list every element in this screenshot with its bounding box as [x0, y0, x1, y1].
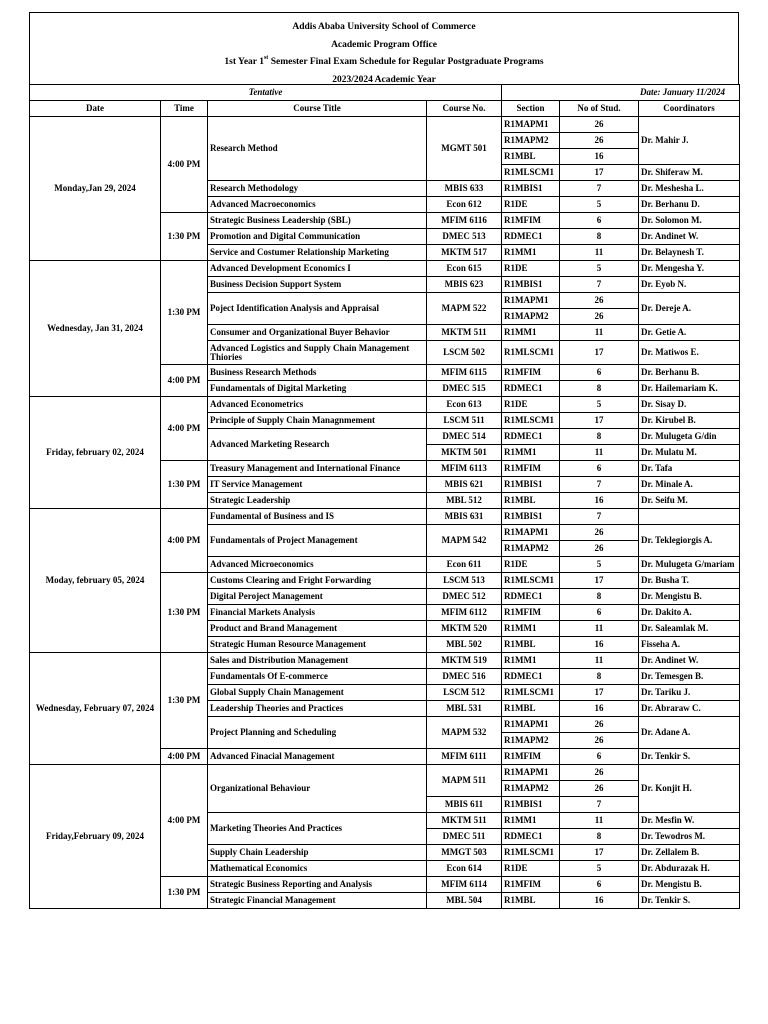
course-no: MKTM 517 — [427, 245, 502, 261]
course-title: Fundamentals of Project Management — [208, 525, 427, 557]
course-no: LSCM 511 — [427, 413, 502, 429]
course-title: Advanced Finacial Management — [208, 749, 427, 765]
student-count: 11 — [560, 445, 639, 461]
coordinator: Dr. Dakito A. — [639, 605, 740, 621]
section: R1MLSCM1 — [502, 685, 560, 701]
exam-time: 4:00 PM — [161, 749, 208, 765]
student-count: 16 — [560, 637, 639, 653]
student-count: 17 — [560, 165, 639, 181]
student-count: 7 — [560, 477, 639, 493]
section: R1MFIM — [502, 365, 560, 381]
coordinator: Dr. Getie A. — [639, 325, 740, 341]
coordinator: Fisseha A. — [639, 637, 740, 653]
student-count: 26 — [560, 541, 639, 557]
course-title: Poject Identification Analysis and Appraisal — [208, 293, 427, 325]
section: R1MAPM2 — [502, 733, 560, 749]
course-title: Sales and Distribution Management — [208, 653, 427, 669]
coordinator: Dr. Hailemariam K. — [639, 381, 740, 397]
course-no: MAPM 522 — [427, 293, 502, 325]
section: RDMEC1 — [502, 589, 560, 605]
section: R1MLSCM1 — [502, 341, 560, 365]
course-title: Financial Markets Analysis — [208, 605, 427, 621]
section: RDMEC1 — [502, 429, 560, 445]
course-title: Mathematical Economics — [208, 861, 427, 877]
section: RDMEC1 — [502, 829, 560, 845]
course-no: MKTM 519 — [427, 653, 502, 669]
course-title: Fundamentals Of E-commerce — [208, 669, 427, 685]
col-coordinators: Coordinators — [639, 101, 740, 117]
section: R1MAPM1 — [502, 293, 560, 309]
course-no: MBL 502 — [427, 637, 502, 653]
course-title: Strategic Human Resource Management — [208, 637, 427, 653]
student-count: 17 — [560, 573, 639, 589]
course-no: MMGT 503 — [427, 845, 502, 861]
course-no: Econ 613 — [427, 397, 502, 413]
course-no: MBL 504 — [427, 893, 502, 909]
student-count: 8 — [560, 829, 639, 845]
exam-time: 1:30 PM — [161, 213, 208, 261]
section: R1MM1 — [502, 445, 560, 461]
coordinator: Dr. Mahir J. — [639, 117, 740, 165]
coordinator: Dr. Seifu M. — [639, 493, 740, 509]
table-row — [30, 117, 740, 133]
course-title: Leadership Theories and Practices — [208, 701, 427, 717]
course-no: MFIM 6114 — [427, 877, 502, 893]
student-count: 11 — [560, 813, 639, 829]
student-count: 6 — [560, 213, 639, 229]
section: RDMEC1 — [502, 381, 560, 397]
course-title: Strategic Financial Management — [208, 893, 427, 909]
course-no: MAPM 532 — [427, 717, 502, 749]
coordinator: Dr. Tariku J. — [639, 685, 740, 701]
course-title: Advanced Microeconomics — [208, 557, 427, 573]
course-title: Research Method — [208, 117, 427, 181]
schedule-header — [29, 12, 739, 84]
student-count: 8 — [560, 589, 639, 605]
exam-date: Friday,February 09, 2024 — [30, 765, 161, 909]
course-no: MBIS 621 — [427, 477, 502, 493]
course-no: DMEC 513 — [427, 229, 502, 245]
coordinator: Dr. Abraraw C. — [639, 701, 740, 717]
coordinator: Dr. Berhanu D. — [639, 197, 740, 213]
section: R1MFIM — [502, 605, 560, 621]
section: R1DE — [502, 397, 560, 413]
course-title: Advanced Macroeconomics — [208, 197, 427, 213]
student-count: 26 — [560, 717, 639, 733]
coordinator: Dr. Andinet W. — [639, 653, 740, 669]
exam-date: Monday,Jan 29, 2024 — [30, 117, 161, 261]
section: R1MBL — [502, 893, 560, 909]
section: RDMEC1 — [502, 229, 560, 245]
course-no: MBIS 633 — [427, 181, 502, 197]
course-title: Supply Chain Leadership — [208, 845, 427, 861]
student-count: 11 — [560, 621, 639, 637]
exam-date: Wednesday, Jan 31, 2024 — [30, 261, 161, 397]
section: R1MFIM — [502, 213, 560, 229]
table-row — [30, 509, 740, 525]
exam-date: Wednesday, February 07, 2024 — [30, 653, 161, 765]
col-students: No of Stud. — [560, 101, 639, 117]
course-no: MKTM 520 — [427, 621, 502, 637]
course-title: Treasury Management and International Finance — [208, 461, 427, 477]
exam-time: 1:30 PM — [161, 877, 208, 909]
student-count: 5 — [560, 397, 639, 413]
student-count: 8 — [560, 669, 639, 685]
coordinator: Dr. Sisay D. — [639, 397, 740, 413]
section: R1MFIM — [502, 877, 560, 893]
course-title: IT Service Management — [208, 477, 427, 493]
course-title: Service and Costumer Relationship Marketing — [208, 245, 427, 261]
academic-year: 2023/2024 Academic Year — [332, 74, 436, 85]
col-course-no: Course No. — [427, 101, 502, 117]
student-count: 6 — [560, 461, 639, 477]
course-no: MFIM 6111 — [427, 749, 502, 765]
course-no: MKTM 511 — [427, 325, 502, 341]
student-count: 6 — [560, 877, 639, 893]
section: R1MM1 — [502, 325, 560, 341]
course-title: Advanced Logistics and Supply Chain Management Thiories — [208, 341, 427, 365]
coordinator: Dr. Dereje A. — [639, 293, 740, 325]
course-no: LSCM 513 — [427, 573, 502, 589]
student-count: 17 — [560, 413, 639, 429]
exam-schedule-document — [29, 12, 739, 909]
section: R1MBL — [502, 637, 560, 653]
course-no: Econ 611 — [427, 557, 502, 573]
col-course-title: Course Title — [208, 101, 427, 117]
coordinator: Dr. Mengistu B. — [639, 589, 740, 605]
student-count: 8 — [560, 429, 639, 445]
section: R1MBL — [502, 493, 560, 509]
course-no: Econ 612 — [427, 197, 502, 213]
exam-time: 1:30 PM — [161, 261, 208, 365]
section: R1MAPM1 — [502, 117, 560, 133]
coordinator: Dr. Busha T. — [639, 573, 740, 589]
exam-time: 1:30 PM — [161, 461, 208, 509]
course-no: MBIS 623 — [427, 277, 502, 293]
course-no: MFIM 6115 — [427, 365, 502, 381]
coordinator: Dr. Mengesha Y. — [639, 261, 740, 277]
exam-time: 4:00 PM — [161, 765, 208, 877]
section: R1MM1 — [502, 245, 560, 261]
section: R1MFIM — [502, 461, 560, 477]
student-count: 8 — [560, 381, 639, 397]
course-no: DMEC 515 — [427, 381, 502, 397]
tentative-label: Tentative — [30, 85, 502, 101]
course-title: Organizational Behaviour — [208, 765, 427, 813]
student-count: 11 — [560, 245, 639, 261]
coordinator: Dr. Tafa — [639, 461, 740, 477]
student-count: 6 — [560, 605, 639, 621]
course-no: DMEC 512 — [427, 589, 502, 605]
exam-time: 4:00 PM — [161, 117, 208, 213]
course-title: Research Methodology — [208, 181, 427, 197]
col-section: Section — [502, 101, 560, 117]
course-no: MKTM 511 — [427, 813, 502, 829]
coordinator: Dr. Matiwos E. — [639, 341, 740, 365]
student-count: 26 — [560, 293, 639, 309]
course-no: MBL 531 — [427, 701, 502, 717]
exam-time: 1:30 PM — [161, 653, 208, 749]
section: R1MLSCM1 — [502, 165, 560, 181]
section: RDMEC1 — [502, 669, 560, 685]
coordinator: Dr. Berhanu B. — [639, 365, 740, 381]
course-no: MAPM 542 — [427, 525, 502, 557]
course-title: Consumer and Organizational Buyer Behavior — [208, 325, 427, 341]
course-title: Marketing Theories And Practices — [208, 813, 427, 845]
release-date: Date: January 11/2024 — [502, 85, 740, 101]
section: R1MBL — [502, 149, 560, 165]
course-title: Customs Clearing and Fright Forwarding — [208, 573, 427, 589]
course-title: Global Supply Chain Management — [208, 685, 427, 701]
coordinator: Dr. Saleamlak M. — [639, 621, 740, 637]
coordinator: Dr. Tenkir S. — [639, 893, 740, 909]
student-count: 16 — [560, 493, 639, 509]
course-title: Business Research Methods — [208, 365, 427, 381]
student-count: 5 — [560, 261, 639, 277]
student-count: 16 — [560, 893, 639, 909]
section: R1MBIS1 — [502, 277, 560, 293]
exam-time: 4:00 PM — [161, 397, 208, 461]
section: R1MAPM2 — [502, 309, 560, 325]
coordinator: Dr. Kirubel B. — [639, 413, 740, 429]
coordinator: Dr. Mengistu B. — [639, 877, 740, 893]
course-title: Strategic Business Leadership (SBL) — [208, 213, 427, 229]
exam-date: Friday, february 02, 2024 — [30, 397, 161, 509]
office-name: Academic Program Office — [331, 39, 437, 50]
course-no: DMEC 516 — [427, 669, 502, 685]
student-count: 26 — [560, 133, 639, 149]
course-no: Econ 615 — [427, 261, 502, 277]
course-no: MGMT 501 — [427, 117, 502, 181]
section: R1MLSCM1 — [502, 413, 560, 429]
student-count: 17 — [560, 845, 639, 861]
section: R1MBIS1 — [502, 797, 560, 813]
student-count: 5 — [560, 197, 639, 213]
course-title: Principle of Supply Chain Managnmement — [208, 413, 427, 429]
section: R1MM1 — [502, 813, 560, 829]
course-no: Econ 614 — [427, 861, 502, 877]
section: R1MBL — [502, 701, 560, 717]
coordinator: Dr. Belaynesh T. — [639, 245, 740, 261]
table-row — [30, 653, 740, 669]
section: R1DE — [502, 197, 560, 213]
section: R1DE — [502, 261, 560, 277]
course-no: DMEC 514 — [427, 429, 502, 445]
section: R1MAPM1 — [502, 717, 560, 733]
column-header-row — [30, 101, 740, 117]
course-no: MBL 512 — [427, 493, 502, 509]
coordinator: Dr. Mulugeta G/din — [639, 429, 740, 445]
student-count: 5 — [560, 557, 639, 573]
coordinator: Dr. Abdurazak H. — [639, 861, 740, 877]
exam-time: 4:00 PM — [161, 509, 208, 573]
course-title: Strategic Business Reporting and Analysis — [208, 877, 427, 893]
coordinator: Dr. Konjit H. — [639, 765, 740, 813]
course-title: Product and Brand Management — [208, 621, 427, 637]
section: R1MAPM1 — [502, 525, 560, 541]
student-count: 11 — [560, 325, 639, 341]
course-title: Fundamentals of Digital Marketing — [208, 381, 427, 397]
section: R1MAPM2 — [502, 781, 560, 797]
coordinator: Dr. Mesfin W. — [639, 813, 740, 829]
col-date: Date — [30, 101, 161, 117]
coordinator: Dr. Teklegiorgis A. — [639, 525, 740, 557]
student-count: 5 — [560, 861, 639, 877]
coordinator: Dr. Tewodros M. — [639, 829, 740, 845]
course-title: Business Decision Support System — [208, 277, 427, 293]
student-count: 8 — [560, 229, 639, 245]
student-count: 11 — [560, 653, 639, 669]
coordinator: Dr. Solomon M. — [639, 213, 740, 229]
student-count: 6 — [560, 365, 639, 381]
course-title: Digital Peroject Management — [208, 589, 427, 605]
section: R1MLSCM1 — [502, 845, 560, 861]
student-count: 17 — [560, 685, 639, 701]
coordinator: Dr. Adane A. — [639, 717, 740, 749]
section: R1MBIS1 — [502, 477, 560, 493]
course-no: MFIM 6112 — [427, 605, 502, 621]
course-no: LSCM 502 — [427, 341, 502, 365]
student-count: 26 — [560, 733, 639, 749]
student-count: 17 — [560, 341, 639, 365]
schedule-title: 1st Year 1st Semester Final Exam Schedule for Regular Postgraduate Programs — [224, 55, 544, 67]
course-title: Advanced Development Economics I — [208, 261, 427, 277]
section: R1MLSCM1 — [502, 573, 560, 589]
student-count: 26 — [560, 781, 639, 797]
student-count: 26 — [560, 117, 639, 133]
course-no: MBIS 611 — [427, 797, 502, 813]
coordinator: Dr. Meshesha L. — [639, 181, 740, 197]
coordinator: Dr. Tenkir S. — [639, 749, 740, 765]
col-time: Time — [161, 101, 208, 117]
section: R1MAPM2 — [502, 541, 560, 557]
coordinator: Dr. Andinet W. — [639, 229, 740, 245]
section: R1MAPM2 — [502, 133, 560, 149]
coordinator — [639, 509, 740, 525]
student-count: 26 — [560, 765, 639, 781]
course-title: Project Planning and Scheduling — [208, 717, 427, 749]
course-title: Promotion and Digital Communication — [208, 229, 427, 245]
exam-date: Moday, february 05, 2024 — [30, 509, 161, 653]
coordinator: Dr. Temesgen B. — [639, 669, 740, 685]
student-count: 16 — [560, 701, 639, 717]
table-row — [30, 397, 740, 413]
student-count: 7 — [560, 277, 639, 293]
coordinator: Dr. Shiferaw M. — [639, 165, 740, 181]
student-count: 16 — [560, 149, 639, 165]
student-count: 7 — [560, 509, 639, 525]
section: R1DE — [502, 861, 560, 877]
course-no: MAPM 511 — [427, 765, 502, 797]
course-title: Fundamental of Business and IS — [208, 509, 427, 525]
coordinator: Dr. Zellalem B. — [639, 845, 740, 861]
section: R1MM1 — [502, 621, 560, 637]
schedule-table — [29, 84, 740, 909]
table-row — [30, 261, 740, 277]
course-no: MFIM 6116 — [427, 213, 502, 229]
student-count: 26 — [560, 309, 639, 325]
coordinator: Dr. Mulugeta G/mariam — [639, 557, 740, 573]
university-name: Addis Ababa University School of Commerce — [292, 22, 476, 32]
coordinator: Dr. Eyob N. — [639, 277, 740, 293]
section: R1DE — [502, 557, 560, 573]
coordinator: Dr. Mulatu M. — [639, 445, 740, 461]
section: R1MBIS1 — [502, 181, 560, 197]
student-count: 26 — [560, 525, 639, 541]
student-count: 6 — [560, 749, 639, 765]
exam-time: 1:30 PM — [161, 573, 208, 653]
coordinator: Dr. Minale A. — [639, 477, 740, 493]
exam-time: 4:00 PM — [161, 365, 208, 397]
course-no: MBIS 631 — [427, 509, 502, 525]
section: R1MM1 — [502, 653, 560, 669]
course-no: LSCM 512 — [427, 685, 502, 701]
section: R1MAPM1 — [502, 765, 560, 781]
course-no: MKTM 501 — [427, 445, 502, 461]
student-count: 7 — [560, 797, 639, 813]
student-count: 7 — [560, 181, 639, 197]
course-no: DMEC 511 — [427, 829, 502, 845]
table-row — [30, 765, 740, 781]
section: R1MFIM — [502, 749, 560, 765]
course-title: Strategic Leadership — [208, 493, 427, 509]
section: R1MBIS1 — [502, 509, 560, 525]
course-title: Advanced Econometrics — [208, 397, 427, 413]
course-no: MFIM 6113 — [427, 461, 502, 477]
course-title: Advanced Marketing Research — [208, 429, 427, 461]
